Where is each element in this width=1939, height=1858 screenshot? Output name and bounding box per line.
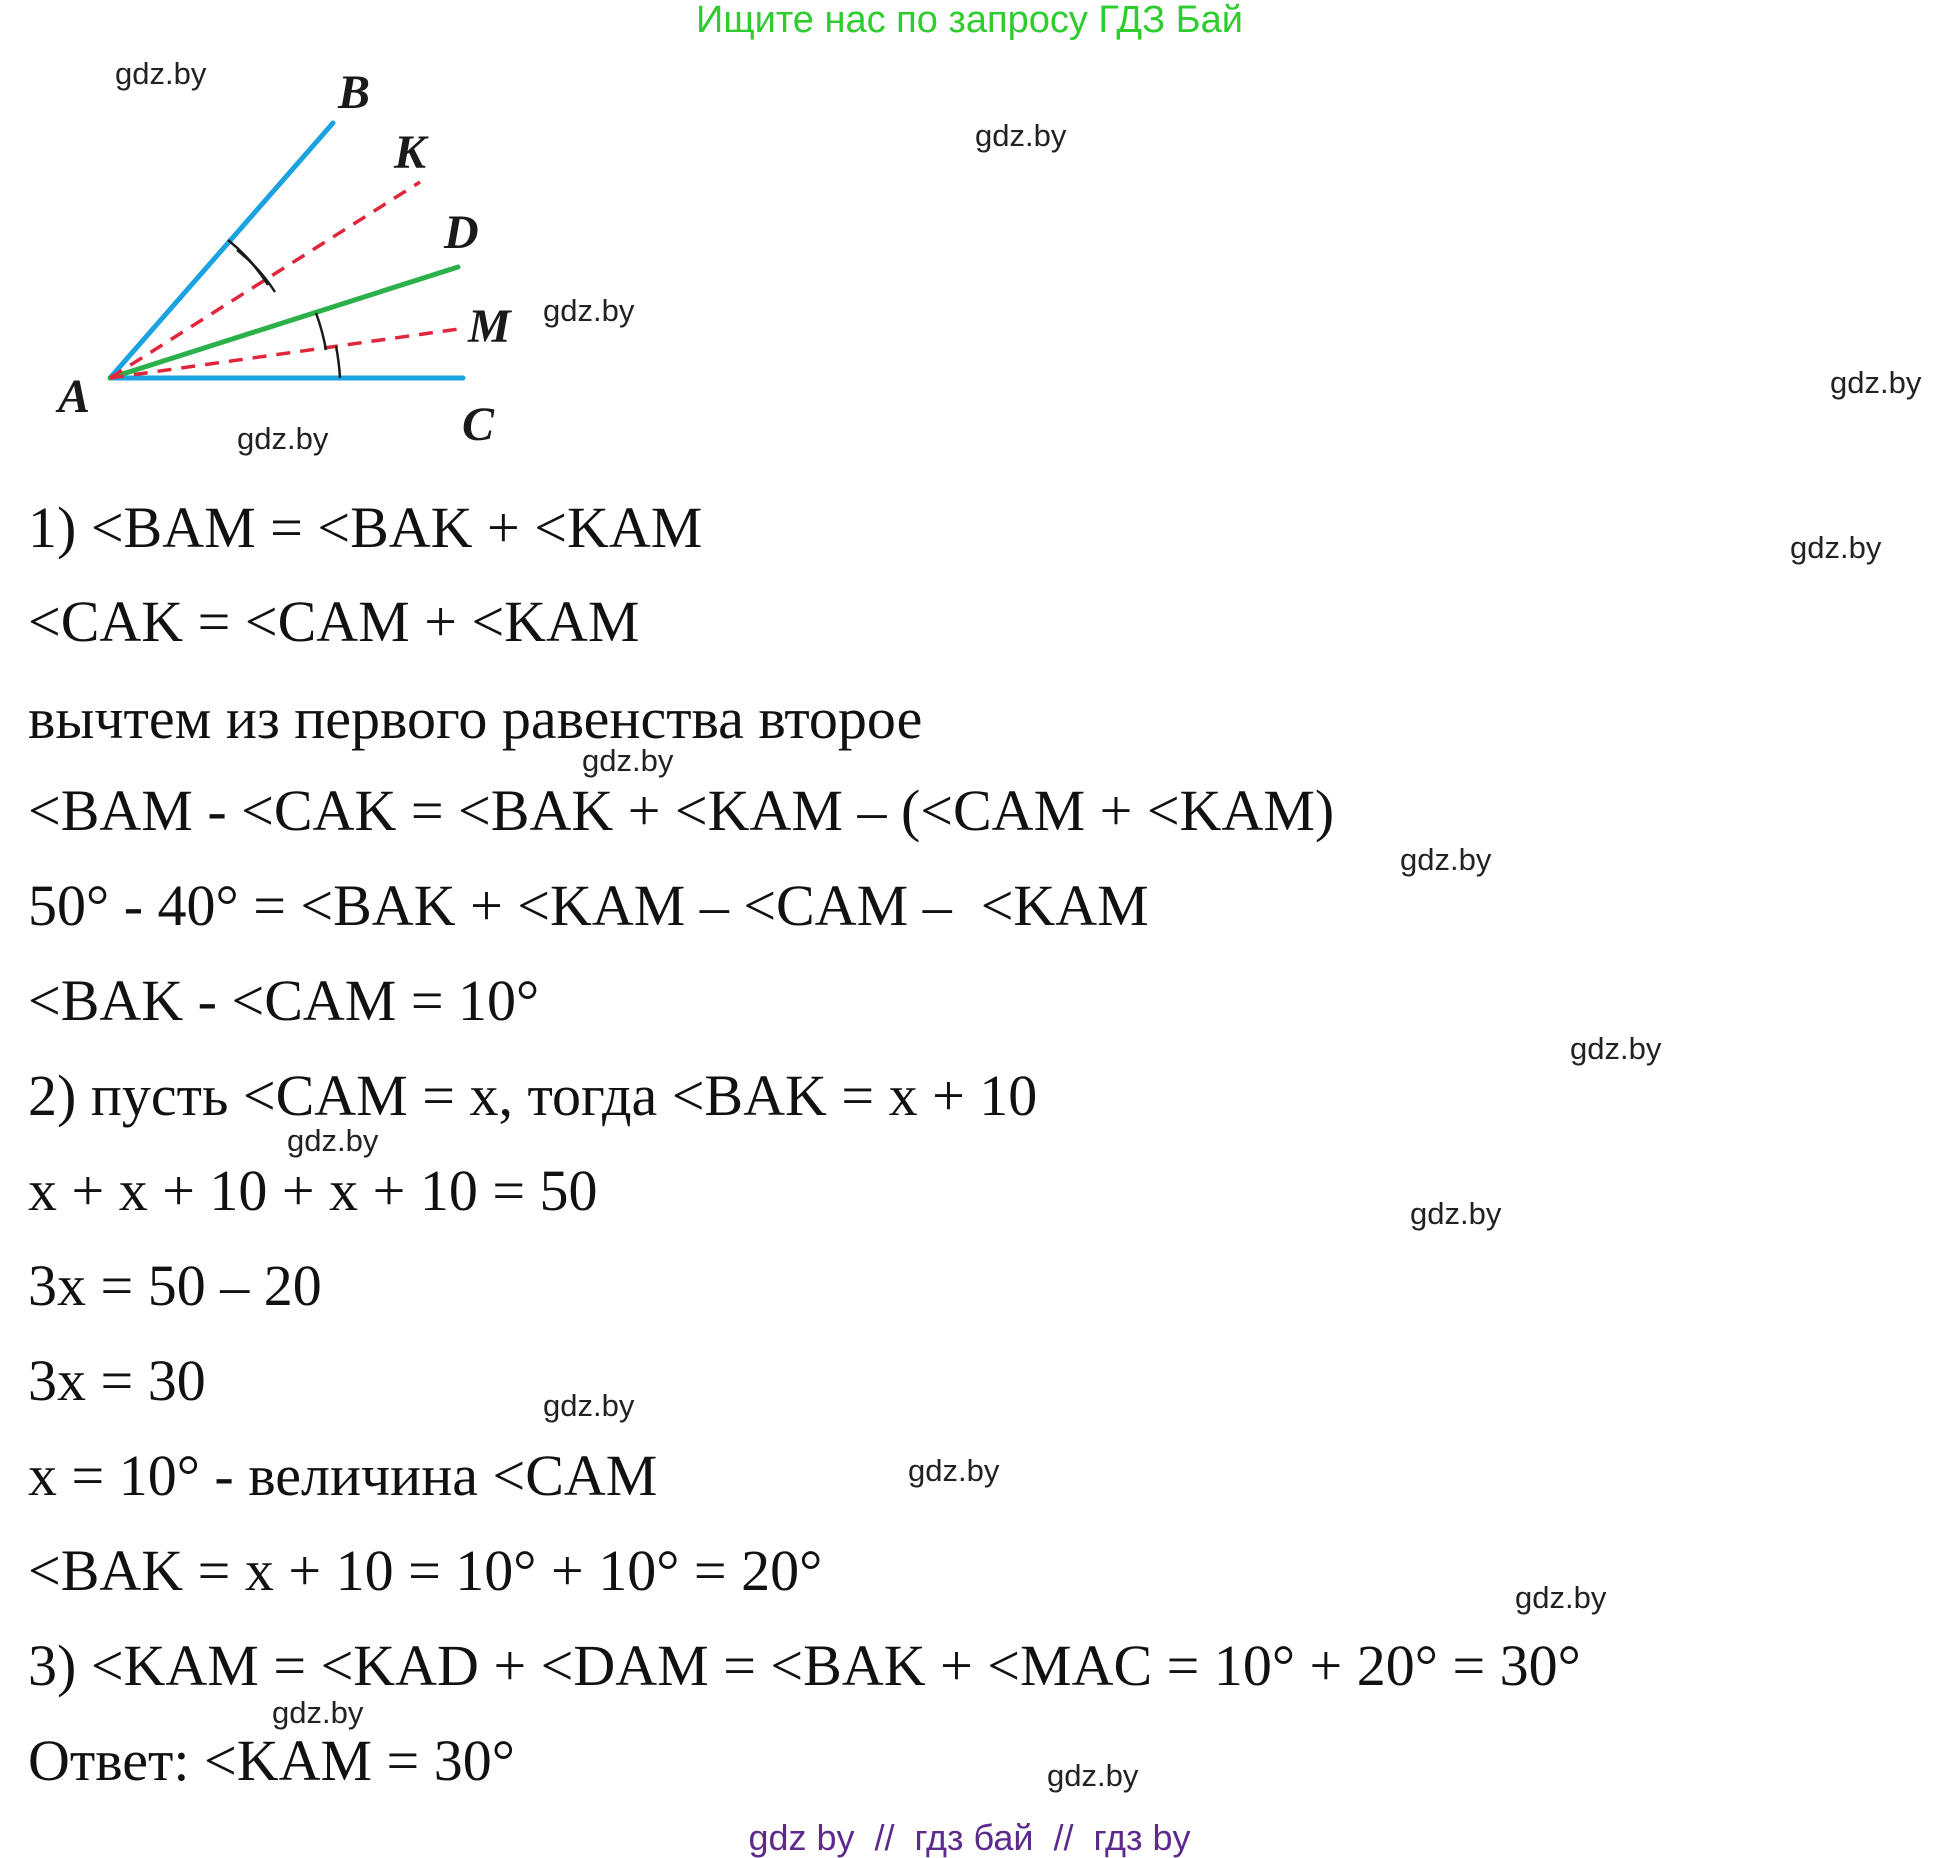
watermark: gdz.by	[1570, 1031, 1662, 1066]
solution-line: 1) <BAM = <BAK + <KAM	[28, 495, 703, 560]
watermark: gdz.by	[543, 293, 635, 328]
solution-line: <BAM - <CAK = <BAK + <KAM – (<CAM + <KAM)	[28, 778, 1335, 843]
arc-bak-outer	[228, 240, 268, 285]
site-footer-links: gdz by // гдз бай // гдз by	[748, 1817, 1191, 1858]
ray-ab	[110, 123, 333, 378]
arc-mac	[336, 346, 340, 378]
label-c: C	[462, 398, 495, 451]
solution-line: <BAK - <CAM = 10°	[28, 968, 540, 1033]
arc-dam	[316, 313, 326, 350]
solution-line: Ответ: <KAM = 30°	[28, 1728, 515, 1793]
solution-line: 2) пусть <CAM = x, тогда <BAK = x + 10	[28, 1063, 1038, 1128]
watermark: gdz.by	[237, 421, 329, 456]
watermark: gdz.by	[1515, 1580, 1607, 1615]
solution-line: <CAK = <CAM + <KAM	[28, 589, 640, 654]
label-k: K	[394, 126, 427, 179]
solution-line: x + x + 10 + x + 10 = 50	[28, 1158, 598, 1223]
watermark: gdz.by	[115, 56, 207, 91]
solution-line: вычтем из первого равенства второе	[28, 686, 923, 751]
solution-line: 3x = 50 – 20	[28, 1253, 322, 1318]
solution-line: 3x = 30	[28, 1348, 206, 1413]
watermark: gdz.by	[1410, 1196, 1502, 1231]
watermark: gdz.by	[1830, 365, 1922, 400]
watermark: gdz.by	[543, 1388, 635, 1423]
solution-line: <BAK = x + 10 = 10° + 10° = 20°	[28, 1538, 823, 1603]
solution-line: 3) <KAM = <KAD + <DAM = <BAK + <MAC = 10° + 20° = 30°	[28, 1633, 1581, 1698]
ray-ad	[110, 267, 458, 378]
label-b: B	[338, 66, 371, 119]
label-m: M	[468, 300, 511, 353]
label-a: A	[58, 370, 91, 423]
watermark: gdz.by	[908, 1453, 1000, 1488]
search-hint-banner: Ищите нас по запросу ГДЗ Бай	[696, 0, 1243, 41]
solution-line: x = 10° - величина <CAM	[28, 1443, 658, 1508]
solution-line: 50° - 40° = <BAK + <KAM – <CAM – <KAM	[28, 873, 1149, 938]
ray-am	[110, 328, 466, 378]
watermark: gdz.by	[272, 1695, 364, 1730]
watermark: gdz.by	[1047, 1758, 1139, 1793]
watermark: gdz.by	[582, 743, 674, 778]
angle-figure	[0, 0, 560, 460]
label-d: D	[444, 206, 479, 259]
watermark: gdz.by	[1400, 842, 1492, 877]
watermark: gdz.by	[287, 1123, 379, 1158]
watermark: gdz.by	[975, 118, 1067, 153]
watermark: gdz.by	[1790, 530, 1882, 565]
